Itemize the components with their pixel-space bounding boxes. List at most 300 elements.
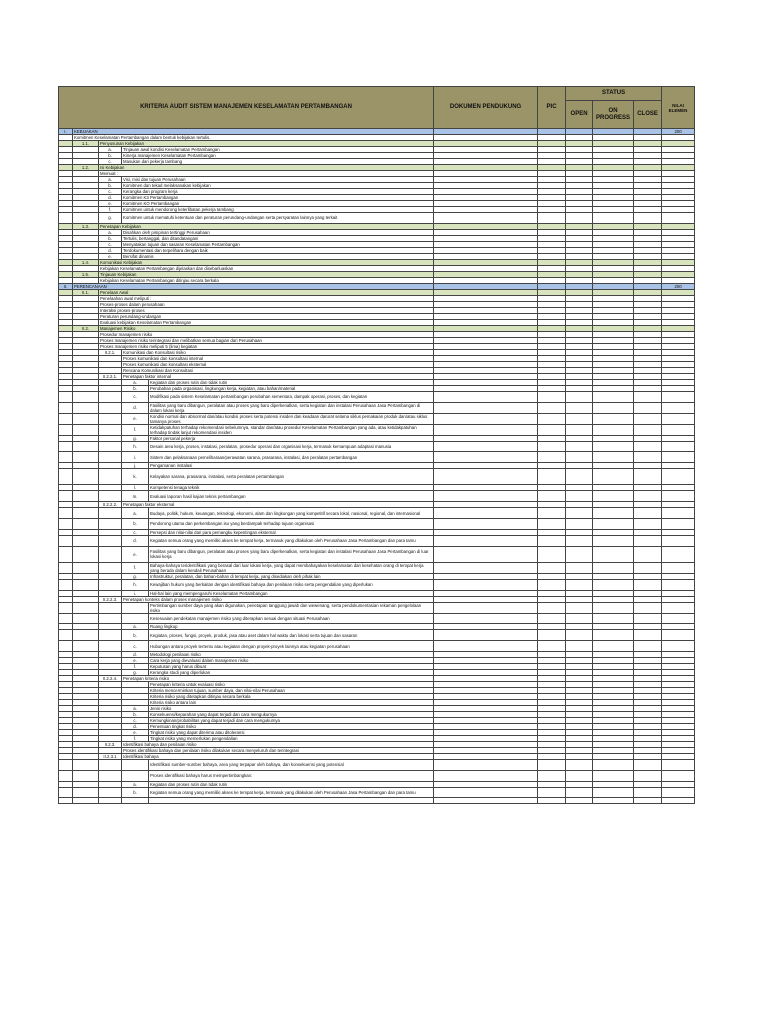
row-number: k. [122, 469, 149, 485]
empty-cell [59, 641, 73, 652]
pic-cell[interactable] [538, 491, 566, 502]
criteria-text: Komitmen untuk mematuhi ketentuan dan peraturan perundang-undangan serta persyaratan lainnya yang terkait [122, 213, 434, 224]
empty-cell [99, 641, 122, 652]
on-progress-cell[interactable] [593, 759, 634, 770]
on-progress-cell[interactable] [593, 518, 634, 529]
pic-cell[interactable] [538, 798, 566, 804]
pic-cell[interactable] [538, 402, 566, 413]
criteria-text: Kemungkinan/probabilitas yang dapat terjadi dan cara mengukurnya [149, 717, 434, 723]
criteria-text: Modifikasi pada sistem Keselamatan pertambangan perubahan sementara, dampak operasi, proses, dan kegiatan [149, 391, 434, 402]
nilai-cell [662, 579, 695, 590]
on-progress-cell[interactable] [593, 641, 634, 652]
empty-cell [73, 452, 99, 463]
on-progress-cell[interactable] [593, 535, 634, 546]
empty-cell [73, 213, 99, 224]
criteria-text: Hal-hal lain yang mempengaruhi Keselamatan Pertambangan [149, 590, 434, 596]
on-progress-cell[interactable] [593, 469, 634, 485]
close-cell[interactable] [634, 518, 662, 529]
close-cell[interactable] [634, 402, 662, 413]
audit-criteria-table [58, 86, 695, 804]
row-number: a. [122, 781, 149, 787]
nilai-cell [662, 630, 695, 641]
criteria-text: Konsekuensi/keparahan yang dapat terjadi dan cara mengukurnya [149, 711, 434, 717]
criteria-text: Penetapan Kebijakan [99, 223, 434, 229]
empty-cell [59, 413, 73, 424]
row-number: m. [122, 491, 149, 502]
open-cell[interactable] [566, 798, 593, 804]
row-number: b. [99, 235, 122, 241]
row-number: 1.2. [73, 165, 99, 171]
row-number: e. [122, 729, 149, 735]
table-body [59, 129, 695, 804]
open-cell[interactable] [566, 787, 593, 798]
criteria-text: Kebijakan Keselamatan Pertambangan dijelaskan dan disebarluaskan [99, 265, 434, 271]
criteria-text: Infrastruktur, peralatan, dan bahan-bahan di tempat kerja, yang disediakan oleh pihak lain [149, 573, 434, 579]
open-cell[interactable] [566, 391, 593, 402]
pic-cell[interactable] [538, 562, 566, 573]
empty-cell [73, 535, 99, 546]
criteria-text: Kondisi normal dan abnormal dan/atau kondisi proses serta potensi insiden dan keadaan darurat selama siklus pemakaian produk dan/atau siklus tamanya proses [149, 413, 434, 424]
open-cell[interactable] [566, 613, 593, 624]
empty-cell [99, 508, 122, 519]
dokumen-cell[interactable] [434, 413, 538, 424]
criteria-text: Penelaahan awal meliputi : [99, 295, 434, 301]
row-number: I. [59, 129, 73, 135]
table-row [59, 402, 695, 413]
empty-cell [99, 452, 122, 463]
dokumen-cell[interactable] [434, 759, 538, 770]
empty-cell [59, 787, 73, 798]
pic-cell[interactable] [538, 441, 566, 452]
dokumen-cell[interactable] [434, 441, 538, 452]
on-progress-cell[interactable] [593, 391, 634, 402]
dokumen-cell[interactable] [434, 452, 538, 463]
empty-cell [99, 469, 122, 485]
on-progress-cell[interactable] [593, 508, 634, 519]
open-cell[interactable] [566, 452, 593, 463]
empty-cell [73, 641, 99, 652]
pic-cell[interactable] [538, 602, 566, 613]
empty-cell [59, 798, 73, 804]
dokumen-cell[interactable] [434, 424, 538, 435]
pic-header: PIC [538, 87, 566, 129]
pic-cell[interactable] [538, 546, 566, 562]
open-cell[interactable] [566, 469, 593, 485]
pic-cell[interactable] [538, 759, 566, 770]
row-number: 1.1. [73, 141, 99, 147]
table-row [59, 452, 695, 463]
empty-cell [73, 759, 99, 770]
dokumen-cell[interactable] [434, 562, 538, 573]
dokumen-cell[interactable] [434, 641, 538, 652]
nilai-cell [662, 469, 695, 485]
criteria-text: Rencana Komunikasi dan Konsultasi [122, 367, 434, 373]
pic-cell[interactable] [538, 452, 566, 463]
pic-cell[interactable] [538, 518, 566, 529]
open-cell[interactable] [566, 441, 593, 452]
open-cell[interactable] [566, 630, 593, 641]
dokumen-cell[interactable] [434, 391, 538, 402]
empty-cell [99, 413, 122, 424]
criteria-text: Komitmen untuk mendorong keterlibatan pekerja tambang [122, 207, 434, 213]
empty-cell [59, 546, 73, 562]
row-number: g. [99, 213, 122, 224]
row-number: a. [99, 229, 122, 235]
close-cell[interactable] [634, 770, 662, 781]
empty-cell [73, 613, 99, 624]
criteria-text: Penentuan tingkat risiko [149, 723, 434, 729]
criteria-text: Isi Kebijakan [99, 165, 434, 171]
nilai-cell [662, 562, 695, 573]
criteria-text: Pendorong utama dan perkembangan isu yang berdampak terhadap tujuan organisasi [149, 518, 434, 529]
criteria-text: Proses identifikasi bahaya dan penilaian risiko dilakukan secara menyeluruh dan terintegrasi [122, 747, 434, 753]
criteria-text: Proses manajemen risiko meliputi 5 (lima) kegiatan [99, 343, 434, 349]
dokumen-cell[interactable] [434, 535, 538, 546]
criteria-text: Tinjauan awal kondisi Keselamatan Pertambangan [122, 147, 434, 153]
criteria-text: Penetapan faktor eksternal [122, 502, 434, 508]
empty-cell [99, 579, 122, 590]
dokumen-cell[interactable] [434, 798, 538, 804]
on-progress-cell[interactable] [593, 402, 634, 413]
dokumen-cell[interactable] [434, 402, 538, 413]
nilai-cell [662, 508, 695, 519]
close-cell[interactable] [634, 630, 662, 641]
open-cell[interactable] [566, 508, 593, 519]
close-cell[interactable] [634, 441, 662, 452]
criteria-text: Bersifat dinamis [122, 253, 434, 259]
close-cell[interactable] [634, 602, 662, 613]
table-row [59, 441, 695, 452]
open-cell[interactable] [566, 759, 593, 770]
empty-cell [99, 613, 122, 624]
empty-cell [59, 630, 73, 641]
criteria-text: Disahkan oleh pimpinan tertinggi Perusahaan [122, 229, 434, 235]
empty-cell [99, 562, 122, 573]
dokumen-cell[interactable] [434, 787, 538, 798]
criteria-text: Proses manajemen risiko terintegrasi dan melibatkan semua bagian dari Perusahaan [99, 337, 434, 343]
row-number: a. [122, 624, 149, 630]
row-number: II.2.2.2. [99, 502, 122, 508]
row-number: c. [122, 717, 149, 723]
open-cell[interactable] [566, 402, 593, 413]
row-number: b. [122, 385, 149, 391]
nilai-cell [662, 413, 695, 424]
empty-cell [73, 602, 99, 613]
close-cell[interactable] [634, 535, 662, 546]
on-progress-cell[interactable] [593, 424, 634, 435]
pic-cell[interactable] [538, 613, 566, 624]
open-cell[interactable] [566, 602, 593, 613]
status-header: STATUS [566, 87, 662, 101]
nilai-cell [662, 613, 695, 624]
on-progress-cell[interactable] [593, 630, 634, 641]
dokumen-cell[interactable] [434, 518, 538, 529]
close-cell[interactable] [634, 798, 662, 804]
pic-cell[interactable] [538, 508, 566, 519]
criteria-text: Menyatakan tujuan dan sasaran Keselamatan Pertambangan [122, 241, 434, 247]
dokumen-cell[interactable] [434, 546, 538, 562]
on-progress-cell[interactable] [593, 441, 634, 452]
row-number: II.2. [73, 325, 99, 331]
criteria-text: Keputusan yang harus dibuat [149, 663, 434, 669]
row-number: d. [122, 651, 149, 657]
criteria-text: Kegiatan dan proses rutin dan tidak rutin [149, 781, 434, 787]
criteria-text: Terdokumentasi dan terpelihara dengan baik [122, 247, 434, 253]
on-progress-cell[interactable] [593, 579, 634, 590]
pic-cell[interactable] [538, 787, 566, 798]
open-cell[interactable] [566, 546, 593, 562]
criteria-text: Kinerja manajemen Keselamatan Pertambangan [122, 153, 434, 159]
close-cell[interactable] [634, 413, 662, 424]
empty-cell [73, 424, 99, 435]
empty-cell [59, 213, 73, 224]
criteria-text: Hubungan antara proyek tertentu atau kegiatan dengan proyek-proyek lainnya atau kegiatan perusahaan [149, 641, 434, 652]
empty-cell [73, 391, 99, 402]
row-number [122, 602, 149, 613]
nilai-cell [662, 546, 695, 562]
open-cell[interactable] [566, 641, 593, 652]
on-progress-cell[interactable] [593, 491, 634, 502]
row-number: d. [99, 195, 122, 201]
close-cell[interactable] [634, 759, 662, 770]
dokumen-cell[interactable] [434, 508, 538, 519]
criteria-text: Tinjauan Kebijakan [99, 271, 434, 277]
row-number [122, 770, 149, 781]
on-progress-header: ON PROGRESS [593, 101, 634, 129]
row-number: 1.3. [73, 223, 99, 229]
row-number: h. [122, 441, 149, 452]
criteria-text: Penetapan kriteria untuk evaluasi risiko [149, 681, 434, 687]
open-cell[interactable] [566, 518, 593, 529]
criteria-text: Kegiatan dan proses rutin dan tidak rutin [149, 379, 434, 385]
criteria-text: Metodologi penilaian risiko [149, 651, 434, 657]
empty-cell [99, 402, 122, 413]
table-row [59, 491, 695, 502]
criteria-text: Kegiatan semua orang yang memiliki akses ke tempat kerja, termasuk yang dilakukan oleh Perusahaan Jasa Pertambangan dan para tamu [149, 787, 434, 798]
pic-cell[interactable] [538, 213, 566, 224]
nilai-cell [662, 641, 695, 652]
criteria-text: Faktor personal pekerja [149, 435, 434, 441]
open-cell[interactable] [566, 770, 593, 781]
criteria-text: Komitmen K3 Pertambangan [122, 195, 434, 201]
close-cell[interactable] [634, 546, 662, 562]
empty-cell [73, 491, 99, 502]
open-cell[interactable] [566, 491, 593, 502]
empty-cell [99, 770, 122, 781]
row-number: e. [99, 201, 122, 207]
empty-cell [99, 602, 122, 613]
criteria-text: Kriteria risiko antara lain [149, 699, 434, 705]
criteria-text: Interaksi proses-proses [99, 307, 434, 313]
on-progress-cell[interactable] [593, 787, 634, 798]
open-cell[interactable] [566, 413, 593, 424]
empty-cell [99, 546, 122, 562]
row-number: j. [122, 463, 149, 469]
on-progress-cell[interactable] [593, 602, 634, 613]
dokumen-cell[interactable] [434, 579, 538, 590]
criteria-text: Penetapan faktor internal [122, 373, 434, 379]
row-number: h. [122, 579, 149, 590]
row-number [122, 613, 149, 624]
on-progress-cell[interactable] [593, 452, 634, 463]
row-number: e. [122, 413, 149, 424]
criteria-text: Jenis risiko [149, 705, 434, 711]
criteria-text: Perubahan pada organisasi, lingkungan kerja, kegiatan, atau bahan/material [149, 385, 434, 391]
dokumen-cell[interactable] [434, 602, 538, 613]
table-row [59, 798, 695, 804]
row-number: d. [99, 247, 122, 253]
table-row [59, 469, 695, 485]
close-cell[interactable] [634, 562, 662, 573]
open-cell[interactable] [566, 213, 593, 224]
nilai-cell [662, 491, 695, 502]
criteria-text: Identifikasi sumber-sumber bahaya, area yang terpapar oleh bahaya, dan konsekuensi yang potensial [149, 759, 434, 770]
pic-cell[interactable] [538, 630, 566, 641]
empty-cell [73, 562, 99, 573]
close-cell[interactable] [634, 579, 662, 590]
row-number: c. [99, 189, 122, 195]
row-number: II.2.2.4. [99, 675, 122, 681]
empty-cell [99, 424, 122, 435]
pic-cell[interactable] [538, 641, 566, 652]
dokumen-cell[interactable] [434, 469, 538, 485]
close-cell[interactable] [634, 508, 662, 519]
nilai-cell [662, 213, 695, 224]
row-number: b. [122, 787, 149, 798]
row-number: e. [99, 253, 122, 259]
dokumen-cell[interactable] [434, 491, 538, 502]
row-number: d. [122, 402, 149, 413]
empty-cell [99, 391, 122, 402]
empty-cell [73, 413, 99, 424]
empty-cell [59, 562, 73, 573]
criteria-text: Manajemen Risiko [99, 325, 434, 331]
pic-cell[interactable] [538, 391, 566, 402]
close-cell[interactable] [634, 391, 662, 402]
nilai-cell [662, 452, 695, 463]
nilai-cell [662, 391, 695, 402]
close-cell[interactable] [634, 787, 662, 798]
nilai-cell [662, 402, 695, 413]
empty-cell [73, 469, 99, 485]
close-cell[interactable] [634, 213, 662, 224]
nilai-cell [662, 518, 695, 529]
close-cell[interactable] [634, 469, 662, 485]
empty-cell [73, 798, 99, 804]
empty-cell [73, 630, 99, 641]
criteria-text: Komitmen KO Pertambangan [122, 201, 434, 207]
empty-cell [59, 602, 73, 613]
on-progress-cell[interactable] [593, 798, 634, 804]
criteria-text: Kegiatan, proses, fungsi, proyek, produk, jasa atau aset dalam hal waktu dan lokasi serta tujuan dan sasaran [149, 630, 434, 641]
close-cell[interactable] [634, 641, 662, 652]
criteria-text: Sistem dan pelaksanaan pemeliharaan/perawatan sarana, prasarana, instalasi, dan peralatan pertambangan [149, 452, 434, 463]
table-row [59, 787, 695, 798]
criteria-text: Evaluasi laporan hasil kajian teknis pertambangan [149, 491, 434, 502]
dokumen-cell[interactable] [434, 770, 538, 781]
nilai-cell [662, 798, 695, 804]
table-row [59, 518, 695, 529]
nilai-cell [662, 441, 695, 452]
criteria-text: Kesesuaian pendekatan manajemen risiko yang diterapkan sesuai dengan situasi Perusahaan [149, 613, 434, 624]
table-row [59, 613, 695, 624]
empty-cell [59, 613, 73, 624]
table-row [59, 535, 695, 546]
on-progress-cell[interactable] [593, 413, 634, 424]
row-number: g. [122, 435, 149, 441]
row-number [122, 798, 149, 804]
row-number: c. [122, 529, 149, 535]
close-cell[interactable] [634, 491, 662, 502]
row-number: g. [122, 573, 149, 579]
criteria-text: Bahaya-bahaya teridentifikasi yang berasal dari luar lokasi kerja, yang dapat membahayakan keselamatan dan kesehatan orang di tempat kerja yang berada dalam kendali Perusahaan [149, 562, 434, 573]
pic-cell[interactable] [538, 770, 566, 781]
criteria-text: KEBIJAKAN [73, 129, 434, 135]
on-progress-cell[interactable] [593, 770, 634, 781]
row-number: II.2.2.1. [99, 373, 122, 379]
close-cell[interactable] [634, 613, 662, 624]
empty-cell [59, 518, 73, 529]
dokumen-cell[interactable] [434, 630, 538, 641]
criteria-text: Komunikasi Kebijakan [99, 259, 434, 265]
on-progress-cell[interactable] [593, 613, 634, 624]
row-number: II.2.2.3. [99, 596, 122, 602]
nilai-cell [662, 787, 695, 798]
empty-cell [73, 441, 99, 452]
row-number: a. [99, 147, 122, 153]
empty-cell [73, 579, 99, 590]
row-number: f. [122, 562, 149, 573]
pic-cell[interactable] [538, 424, 566, 435]
dokumen-cell[interactable] [434, 613, 538, 624]
on-progress-cell[interactable] [593, 562, 634, 573]
pic-cell[interactable] [538, 413, 566, 424]
empty-cell [99, 630, 122, 641]
close-cell[interactable] [634, 452, 662, 463]
empty-cell [73, 518, 99, 529]
nilai-cell [662, 535, 695, 546]
row-number: l. [122, 485, 149, 491]
pic-cell[interactable] [538, 469, 566, 485]
criteria-text: Fasilitas yang baru dibangun, peralatan atau proses yang baru diperkenalkan, serta kegiatan dan instalasi Perusahaan Jasa Pertambangan di dalam lokasi kerja [149, 402, 434, 413]
nilai-elemen-header: NILAI ELEMEN [662, 87, 695, 129]
criteria-text: Desain area kerja, proses, instalasi, peralatan, prosedur operasi dan organisasi kerja, termasuk kemampuan adaptasi manusia [149, 441, 434, 452]
empty-cell [59, 441, 73, 452]
on-progress-cell[interactable] [593, 546, 634, 562]
criteria-text: Cara kerja yang dievaluasi dalam manajemen risiko [149, 657, 434, 663]
close-cell[interactable] [634, 424, 662, 435]
row-number: a. [122, 379, 149, 385]
empty-cell [99, 787, 122, 798]
criteria-text: Kelayakan sarana, prasarana, instalasi, serta peralatan pertambangan [149, 469, 434, 485]
open-cell[interactable] [566, 579, 593, 590]
row-number: a. [122, 705, 149, 711]
row-number: c. [122, 391, 149, 402]
nilai-cell [662, 424, 695, 435]
dokumen-cell[interactable] [434, 213, 538, 224]
row-number: f. [122, 735, 149, 741]
criteria-text: Ketidakpatuhan terhadap rekomendasi sebelumnya, standar dan/atau prosedur Keselamatan Pertambangan yang ada, atau ketidakpatuhan terhadap tindak lanjut rekomendasi insiden [149, 424, 434, 435]
open-cell[interactable] [566, 562, 593, 573]
row-number: b. [122, 711, 149, 717]
open-cell[interactable] [566, 535, 593, 546]
open-cell[interactable] [566, 424, 593, 435]
pic-cell[interactable] [538, 579, 566, 590]
row-number: f. [99, 207, 122, 213]
pic-cell[interactable] [538, 535, 566, 546]
on-progress-cell[interactable] [593, 213, 634, 224]
criteria-text: Fasilitas yang baru dibangun, peralatan atau proses yang baru diperkenalkan, serta kegiatan dan instalasi Perusahaan Jasa Pertambangan di luar lokasi kerja [149, 546, 434, 562]
